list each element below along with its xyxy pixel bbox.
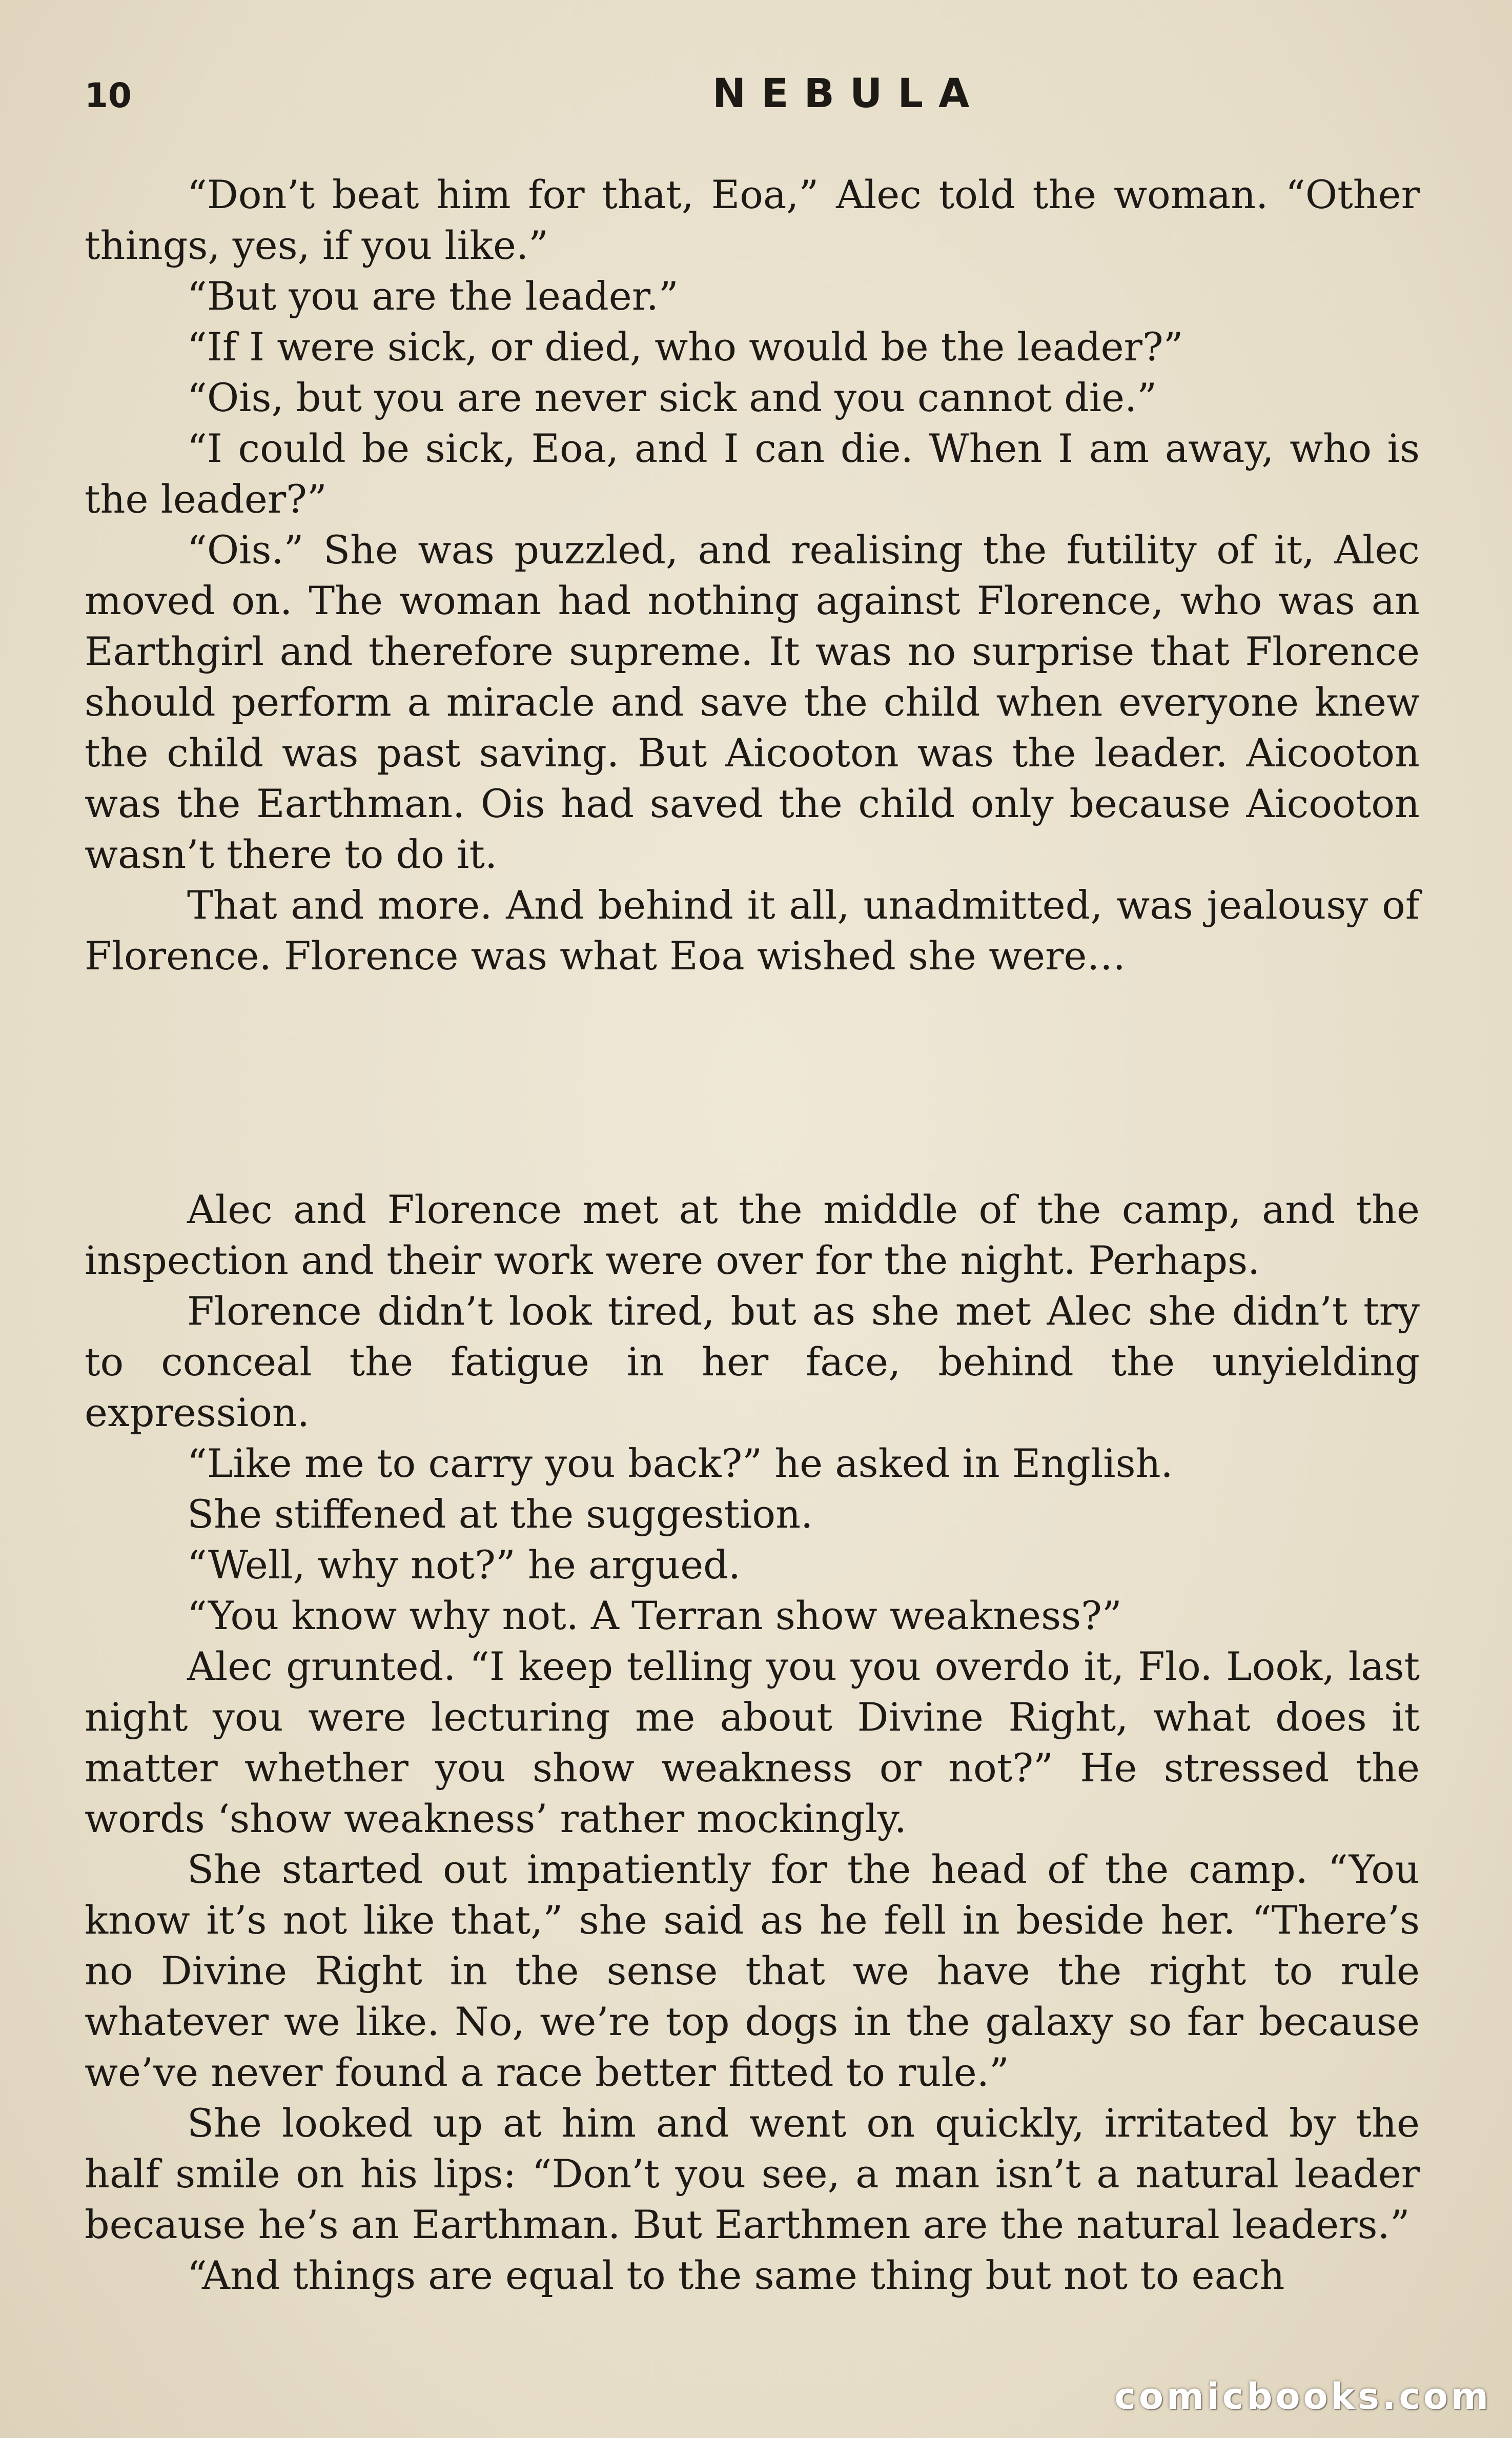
paragraph: “Don’t beat him for that, Eoa,” Alec told the woman. “Other things, yes, if you like.”	[85, 172, 1420, 268]
paragraph: That and more. And behind it all, unadmitted, was jealousy of Florence. Florence was what Eoa wished she were…	[85, 882, 1420, 979]
paragraph: “I could be sick, Eoa, and I can die. When I am away, who is the leader?”	[85, 425, 1420, 522]
watermark: comicbooks.com	[1114, 2375, 1491, 2417]
paragraph: Florence didn’t look tired, but as she met Alec she didn’t try to conceal the fatigue in her face, behind the unyielding expression.	[85, 1288, 1420, 1435]
paragraph: “Well, why not?” he argued.	[187, 1542, 741, 1588]
paragraph: “Like me to carry you back?” he asked in English.	[187, 1440, 1173, 1486]
paragraph: “If I were sick, or died, who would be the leader?”	[187, 324, 1183, 370]
paragraph: “You know why not. A Terran show weakness?”	[187, 1593, 1122, 1638]
paragraph: Alec and Florence met at the middle of the camp, and the inspection and their work were over for the night. Perhaps.	[85, 1187, 1420, 1283]
page-header	[85, 71, 1417, 127]
paragraph: She stiffened at the suggestion.	[187, 1491, 813, 1537]
paragraph: “Ois, but you are never sick and you cannot die.”	[187, 375, 1157, 420]
running-head: NEBULA	[712, 71, 985, 117]
paragraph: She looked up at him and went on quickly, irritated by the half smile on his lips: “Don’t you see, a man isn’t a natural leader because he’s an Earthman. But Earthmen are the natural leaders.”	[85, 2100, 1420, 2247]
paragraph: She started out impatiently for the head of the camp. “You know it’s not like that,” she said as he fell in beside her. “There’s no Divine Right in the sense that we have the right to rule whatever we like. No, we’re top dogs in the galaxy so far because we’ve never found a race better fitted to rule.”	[85, 1846, 1420, 2095]
paragraph: “But you are the leader.”	[187, 273, 679, 319]
section-break	[85, 981, 1420, 1184]
paragraph: “Ois.” She was puzzled, and realising the futility of it, Alec moved on. The woman had nothing against Florence, who was an Earthgirl and therefore supreme. It was no surprise that Florence should perform a miracle and save the child when everyone knew the child was past saving. But Aicooton was the leader. Aicooton was the Earthman. Ois had saved the child only because Aicooton wasn’t there to do it.	[85, 527, 1420, 877]
paragraph: Alec grunted. “I keep telling you you overdo it, Flo. Look, last night you were lecturing me about Divine Right, what does it matter whether you show weakness or not?” He stressed the words ‘show weakness’ rather mockingly.	[85, 1643, 1420, 1841]
page-number: 10	[85, 76, 132, 115]
story-text	[85, 169, 1420, 2301]
paragraph: “And things are equal to the same thing but not to each	[187, 2252, 1285, 2298]
